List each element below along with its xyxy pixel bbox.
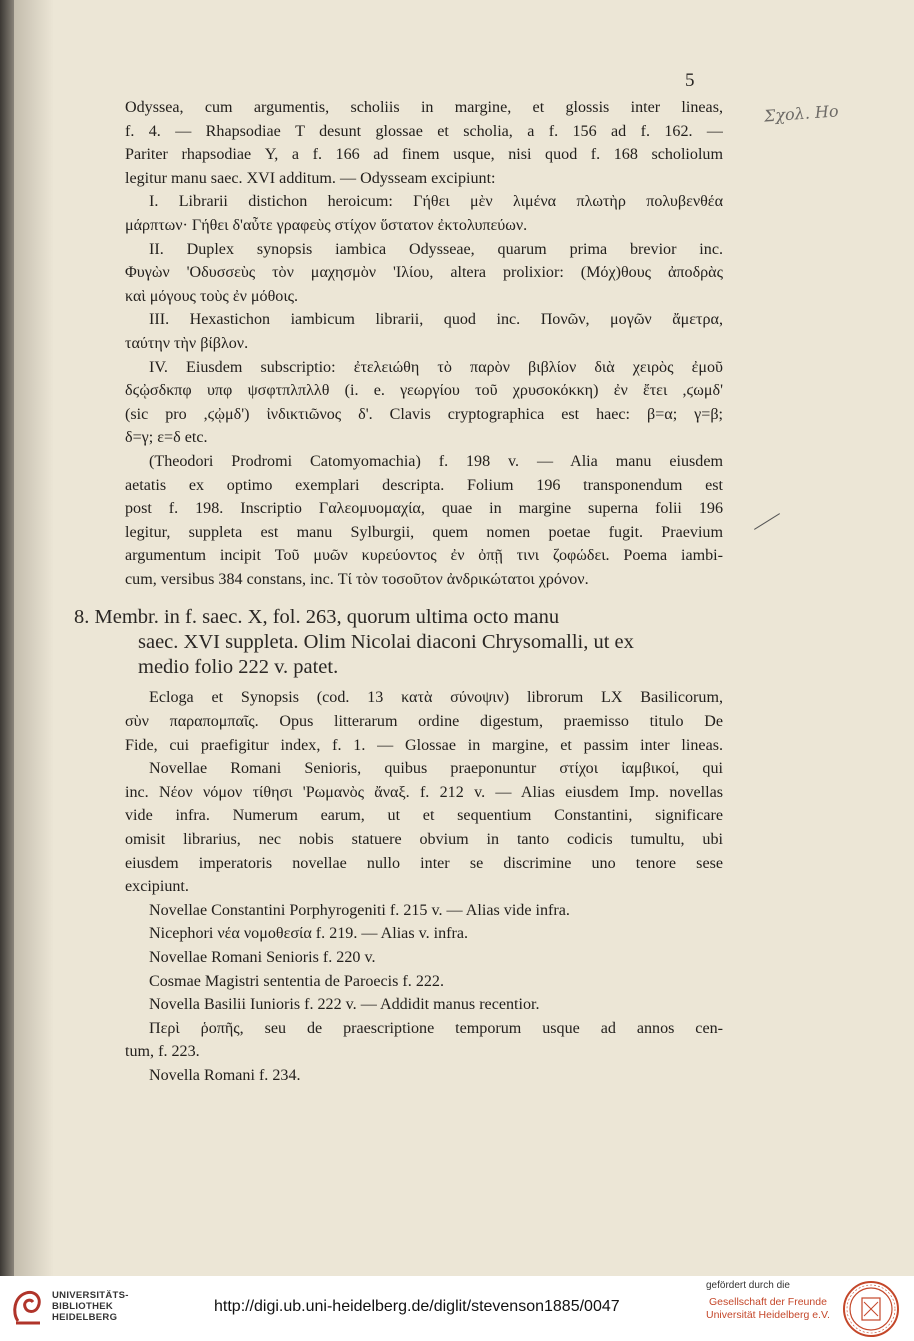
text-line: I. Librarii distichon heroicum: Γήθει μὲν λιμένα πλωτὴρ πολυβενθέα [149,193,723,211]
text-line: excipiunt. [125,878,189,896]
library-logo-icon [10,1287,44,1327]
text-line: cum, versibus 384 constans, inc. Τί τὸν τοσοῦτον ἀνδρικώτατοι χρόνον. [125,570,589,588]
text-line: IV. Eiusdem subscriptio: ἐτελειώθη τὸ παρὸν βιβλίον διὰ χειρὸς ἐμοῦ [149,358,723,376]
university-seal-icon [842,1280,900,1338]
permalink-url[interactable]: http://digi.ub.uni-heidelberg.de/diglit/stevenson1885/0047 [214,1298,620,1315]
margin-annotation: Σχολ. Ηο [763,101,840,126]
text-line: Novellae Romani Senioris, quibus praeponuntur στίχοι ἰαμβικοί, qui [149,760,723,778]
text-line: ταύτην τὴν βίβλον. [125,334,249,352]
text-line: legitur manu saec. XVI additum. — Odysseam excipiunt: [125,169,496,187]
sponsor-name-line: Gesellschaft der Freunde [709,1296,827,1308]
text-line: Odyssea, cum argumentis, scholiis in margine, et glossis inter lineas, [125,99,723,116]
entry-heading-line: 8. Membr. in f. saec. X, fol. 263, quorum ultima octo manu [74,606,560,629]
text-line: Ecloga et Synopsis (cod. 13 κατὰ σύνοψιν) librorum LX Basilicorum, [149,689,723,707]
library-name-line: HEIDELBERG [52,1312,118,1323]
text-line: tum, f. 223. [125,1043,200,1061]
text-line: f. 4. — Rhapsodiae Τ desunt glossae et scholia, a f. 156 ad f. 162. — [125,122,723,140]
page-shadow [14,0,54,1276]
text-line: Cosmae Magistri sententia de Paroecis f. 222. [149,972,444,990]
entry-heading-line: saec. XVI suppleta. Olim Nicolai diaconi Chrysomalli, ut ex [138,631,634,654]
library-name [52,1290,129,1323]
page-number: 5 [685,70,695,91]
text-line: Nicephori νέα νομοθεσία f. 219. — Alias v. infra. [149,925,469,943]
entry-heading-line: medio folio 222 v. patet. [138,656,339,679]
margin-mark [754,513,780,530]
footer-bar [0,1276,914,1341]
text-line: II. Duplex synopsis iambica Odysseae, quarum prima brevior inc. [149,240,723,258]
text-line: δ=γ; ε=δ etc. [125,429,208,447]
text-line: Περὶ ῥοπῆς, seu de praescriptione temporum usque ad annos cen- [149,1019,723,1037]
text-line: Novellae Constantini Porphyrogeniti f. 215 v. — Alias vide infra. [149,901,570,919]
text-line: δϛᾠσδκπφ υπφ ψσφτπλπλλθ (i. e. γεωργίου τοῦ χρυσοκόκκη) ἐν ἔτει ,ϛωμδ' [125,382,723,400]
text-line: post f. 198. Inscriptio Γαλεομυομαχία, quae in margine superna folii 196 [125,500,723,518]
text-line: vide infra. Numerum earum, ut et sequentium Constantini, significare [125,807,723,825]
text-line: argumentum incipit Τοῦ μυῶν κυρεύοντος ἐν ὀπῇ τινι ζοφώδει. Poema iambi- [125,547,723,565]
text-line: Pariter rhapsodiae Υ, a f. 166 ad finem usque, nisi quod f. 168 scholiolum [125,146,723,164]
sponsor-label: gefördert durch die [706,1280,790,1291]
text-line: Fide, cui praefigitur index, f. 1. — Glossae in margine, et passim inter lineas. [125,736,723,754]
text-line: μάρπτων· Γήθει δ'αὖτε γραφεὺς στίχον ὕστατον ἐκτολυπεύων. [125,216,528,234]
page-edge [0,0,14,1276]
page-body [74,96,723,1088]
library-name-line: BIBLIOTHEK [52,1301,114,1312]
text-line: καὶ μόγους τοὺς ἐν μόθοις. [125,287,299,305]
sponsor-name-line: Universität Heidelberg e.V. [706,1309,830,1321]
text-line: (sic pro ,ϛᾠμδ') ἰνδικτιῶνος δ'. Clavis cryptographica est haec: β=α; γ=β; [125,405,723,423]
text-line: Novella Romani f. 234. [149,1066,301,1084]
text-line: Novellae Romani Senioris f. 220 v. [149,949,376,966]
text-line: inc. Νέον νόμον τίθησι 'Ρωμανὸς ἄναξ. f. 212 v. — Alias eiusdem Imp. novellas [125,783,723,801]
scanned-page [14,0,914,1276]
sponsor-name [706,1296,830,1322]
text-line: aetatis ex optimo exemplari descripta. Folium 196 transponendum est [125,476,723,494]
text-line: Φυγὼν 'Οδυσσεὺς τὸν μαχησμὸν 'Ιλίου, altera prolixior: (Μόχ)θους ἀποδρὰς [125,264,723,282]
text-line: Novella Basilii Iunioris f. 222 v. — Addidit manus recentior. [149,996,540,1014]
text-line: σὺν παραπομπαῖς. Opus litterarum ordine digestum, praemisso titulo De [125,713,723,731]
text-line: omisit librarius, nec nobis statuere obvium in tanto codicis tumultu, ubi [125,831,723,849]
text-line: III. Hexastichon iambicum librarii, quod inc. Πονῶν, μογῶν ἄμετρα, [149,311,723,329]
text-line: eiusdem imperatoris novellae nullo inter se discrimine uno tenore sese [125,854,723,872]
text-line: legitur, suppleta est manu Sylburgii, quem nomen poetae fugit. Praevium [125,523,723,541]
text-line: (Theodori Prodromi Catomyomachia) f. 198 v. — Alia manu eiusdem [149,452,723,470]
library-name-line: UNIVERSITÄTS- [52,1290,129,1301]
